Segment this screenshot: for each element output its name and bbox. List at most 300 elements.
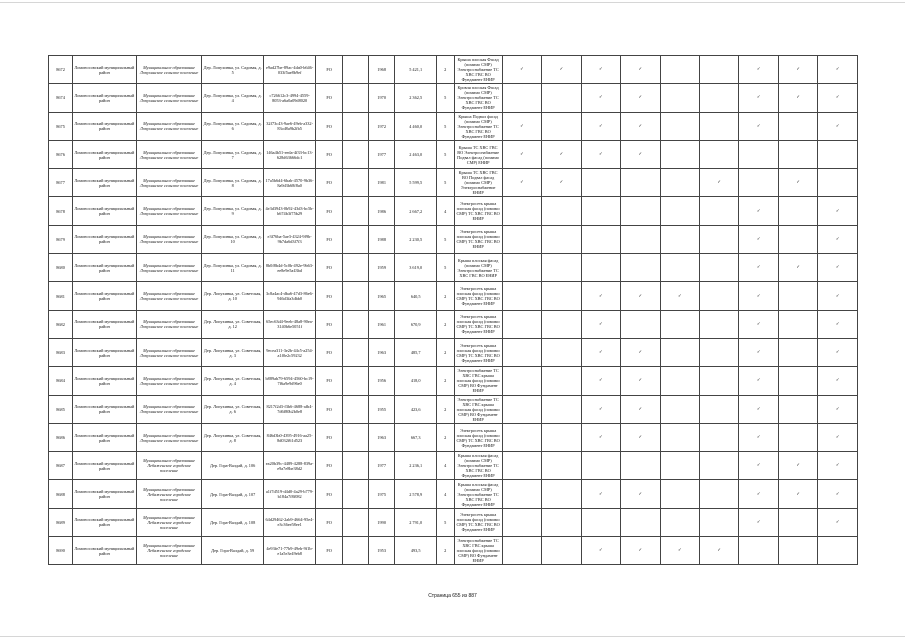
check-mark-cell: ✓ bbox=[818, 452, 858, 480]
empty-check-cell bbox=[542, 310, 581, 338]
empty-check-cell bbox=[660, 395, 699, 423]
check-mark-cell: ✓ bbox=[739, 282, 778, 310]
page-footer: Страница 655 из 887 bbox=[428, 593, 477, 599]
municipality-cell: Муниципальное образование Лопухинское сельское поселение bbox=[136, 254, 202, 282]
area-cell: 670,9 bbox=[395, 310, 437, 338]
empty-check-cell bbox=[699, 423, 738, 451]
municipality-cell: Муниципальное образование Лопухинское сельское поселение bbox=[136, 225, 202, 253]
check-mark-cell: ✓ bbox=[818, 338, 858, 366]
floors-cell: 5 bbox=[436, 112, 454, 140]
row-number-cell: 8681 bbox=[49, 282, 73, 310]
area-cell: 5 599,5 bbox=[395, 169, 437, 197]
empty-check-cell bbox=[660, 480, 699, 508]
table-row bbox=[49, 282, 858, 310]
year-cell: 1972 bbox=[369, 112, 395, 140]
empty-check-cell bbox=[502, 508, 541, 536]
check-mark-cell: ✓ bbox=[542, 169, 581, 197]
object-code-cell: 4e93fe71-77b9-49eb-9f1b-e1a5e3e49eb8 bbox=[263, 537, 316, 565]
district-cell: Ломоносовский муниципальный район bbox=[73, 508, 137, 536]
empty-check-cell bbox=[502, 537, 541, 565]
row-number-cell: 8685 bbox=[49, 395, 73, 423]
works-list-cell: Электроснабжение ТС ХВС ГВС крыша плоская фасад (помимо СМР) ВО Фундамент ЕНИР bbox=[454, 367, 502, 395]
year-cell: 1968 bbox=[369, 56, 395, 84]
check-mark-cell: ✓ bbox=[739, 452, 778, 480]
empty-check-cell bbox=[542, 452, 581, 480]
district-cell: Ломоносовский муниципальный район bbox=[73, 56, 137, 84]
empty-check-cell bbox=[818, 169, 858, 197]
object-code-cell: 846d3b0-4395-4916-aa25-8d032f61d523 bbox=[263, 423, 316, 451]
municipality-cell: Муниципальное образование Лопухинское сельское поселение bbox=[136, 282, 202, 310]
year-cell: 1961 bbox=[369, 310, 395, 338]
area-cell: 2 791,0 bbox=[395, 508, 437, 536]
form-cell: FO bbox=[316, 112, 342, 140]
check-mark-cell: ✓ bbox=[621, 112, 660, 140]
table-row bbox=[49, 423, 858, 451]
address-cell: Дер. Лопухинка, ул. Садовая, д. 9 bbox=[202, 197, 263, 225]
check-mark-cell: ✓ bbox=[621, 395, 660, 423]
year-cell: 1955 bbox=[369, 395, 395, 423]
year-cell: 1990 bbox=[369, 508, 395, 536]
address-cell: Дер. Лопухинка, ул. Советская, д. 8 bbox=[202, 423, 263, 451]
works-list-cell: Крыша плоская Фасад (помимо СМР) Электроснабжение ТС ХВС ГВС ВО Фундамент ЕНИР bbox=[454, 56, 502, 84]
blank-cell bbox=[342, 112, 368, 140]
empty-check-cell bbox=[502, 338, 541, 366]
empty-check-cell bbox=[699, 367, 738, 395]
row-number-cell: 8683 bbox=[49, 338, 73, 366]
address-cell: Дер. Лопухинка, ул. Садовая, д. 6 bbox=[202, 112, 263, 140]
empty-check-cell bbox=[542, 197, 581, 225]
check-mark-cell: ✓ bbox=[818, 282, 858, 310]
year-cell: 1970 bbox=[369, 84, 395, 112]
empty-check-cell bbox=[581, 254, 620, 282]
works-list-cell: Электросеть крыша плоская фасад (помимо СМР) ТС ХВС ГВС ВО ЕНИР bbox=[454, 225, 502, 253]
empty-check-cell bbox=[739, 169, 778, 197]
check-mark-cell: ✓ bbox=[739, 56, 778, 84]
object-code-cell: 3c8a4ac4-dba6-47d3-86e6-946d3fa3dbb0 bbox=[263, 282, 316, 310]
form-cell: FO bbox=[316, 169, 342, 197]
empty-check-cell bbox=[699, 225, 738, 253]
district-cell: Ломоносовский муниципальный район bbox=[73, 197, 137, 225]
row-number-cell: 8672 bbox=[49, 56, 73, 84]
form-cell: FO bbox=[316, 508, 342, 536]
address-cell: Дер. Лопухинка, ул. Садовая, д. 7 bbox=[202, 140, 263, 168]
row-number-cell: 8676 bbox=[49, 140, 73, 168]
check-mark-cell: ✓ bbox=[778, 169, 817, 197]
check-mark-cell: ✓ bbox=[739, 310, 778, 338]
form-cell: FO bbox=[316, 56, 342, 84]
blank-cell bbox=[342, 537, 368, 565]
area-cell: 2 230,5 bbox=[395, 225, 437, 253]
empty-check-cell bbox=[660, 84, 699, 112]
year-cell: 1981 bbox=[369, 169, 395, 197]
empty-check-cell bbox=[502, 452, 541, 480]
empty-check-cell bbox=[778, 395, 817, 423]
table-row bbox=[49, 480, 858, 508]
check-mark-cell: ✓ bbox=[621, 537, 660, 565]
empty-check-cell bbox=[542, 480, 581, 508]
check-mark-cell: ✓ bbox=[739, 197, 778, 225]
district-cell: Ломоносовский муниципальный район bbox=[73, 310, 137, 338]
district-cell: Ломоносовский муниципальный район bbox=[73, 537, 137, 565]
empty-check-cell bbox=[778, 423, 817, 451]
check-mark-cell: ✓ bbox=[818, 254, 858, 282]
blank-cell bbox=[342, 338, 368, 366]
check-mark-cell: ✓ bbox=[818, 423, 858, 451]
address-cell: Дер. Гора-Валдай, д. 59 bbox=[202, 537, 263, 565]
table-row bbox=[49, 395, 858, 423]
object-code-cell: 65ec63d4-9eeb-48a8-90ea-3140b6e5051f bbox=[263, 310, 316, 338]
empty-check-cell bbox=[660, 169, 699, 197]
works-list-cell: Электросеть крыша плоская фасад (помимо СМР) ТС ХВС ГВС ВО Фундамент ЕНИР bbox=[454, 423, 502, 451]
blank-cell bbox=[342, 197, 368, 225]
check-mark-cell: ✓ bbox=[818, 395, 858, 423]
empty-check-cell bbox=[581, 169, 620, 197]
blank-cell bbox=[342, 169, 368, 197]
empty-check-cell bbox=[818, 140, 858, 168]
works-list-cell: Электросеть крыша плоская фасад (помимо СМР) ТС ХВС ГВС ВО Фундамент ЕНИР bbox=[454, 338, 502, 366]
floors-cell: 2 bbox=[436, 56, 454, 84]
works-list-cell: Электросеть крыша плоская фасад (помимо СМР) ТС ХВС ГВС ВО Фундамент ЕНИР bbox=[454, 282, 502, 310]
check-mark-cell: ✓ bbox=[818, 56, 858, 84]
check-mark-cell: ✓ bbox=[778, 480, 817, 508]
works-list-cell: Электросеть крыша плоская фасад (помимо СМР) ТС ХВС ГВС ВО Фундамент ЕНИР bbox=[454, 310, 502, 338]
empty-check-cell bbox=[621, 197, 660, 225]
check-mark-cell: ✓ bbox=[581, 480, 620, 508]
district-cell: Ломоносовский муниципальный район bbox=[73, 338, 137, 366]
area-cell: 485,7 bbox=[395, 338, 437, 366]
works-list-cell: Электросеть крыша плоская фасад (помимо СМР) ТС ХВС ГВС ВО Фундамент ЕНИР bbox=[454, 508, 502, 536]
blank-cell bbox=[342, 480, 368, 508]
empty-check-cell bbox=[660, 225, 699, 253]
year-cell: 1975 bbox=[369, 480, 395, 508]
empty-check-cell bbox=[621, 254, 660, 282]
registry-table bbox=[48, 55, 858, 565]
row-number-cell: 8682 bbox=[49, 310, 73, 338]
check-mark-cell: ✓ bbox=[818, 310, 858, 338]
table-row bbox=[49, 310, 858, 338]
check-mark-cell: ✓ bbox=[581, 395, 620, 423]
works-list-cell: Крыша ТС ХВС ГВС ВО Подвал фасад (помимо СМР) Электроснабжение ЕНИР bbox=[454, 169, 502, 197]
row-number-cell: 8687 bbox=[49, 452, 73, 480]
check-mark-cell: ✓ bbox=[739, 338, 778, 366]
empty-check-cell bbox=[502, 282, 541, 310]
empty-check-cell bbox=[542, 508, 581, 536]
form-cell: FO bbox=[316, 282, 342, 310]
scan-edge-top bbox=[0, 2, 905, 3]
empty-check-cell bbox=[778, 338, 817, 366]
check-mark-cell: ✓ bbox=[621, 367, 660, 395]
empty-check-cell bbox=[542, 537, 581, 565]
empty-check-cell bbox=[699, 480, 738, 508]
table-row bbox=[49, 367, 858, 395]
area-cell: 2 236,1 bbox=[395, 452, 437, 480]
works-list-cell: Крыша ТС ХВС ГВС ВО Электроснабжение Подвал фасад (помимо СМР) ЕНИР bbox=[454, 140, 502, 168]
blank-cell bbox=[342, 310, 368, 338]
empty-check-cell bbox=[778, 508, 817, 536]
empty-check-cell bbox=[699, 508, 738, 536]
check-mark-cell: ✓ bbox=[581, 310, 620, 338]
check-mark-cell: ✓ bbox=[699, 537, 738, 565]
floors-cell: 5 bbox=[436, 508, 454, 536]
area-cell: 3 619,0 bbox=[395, 254, 437, 282]
table-row bbox=[49, 452, 858, 480]
area-cell: 2 463,0 bbox=[395, 140, 437, 168]
check-mark-cell: ✓ bbox=[621, 84, 660, 112]
empty-check-cell bbox=[699, 112, 738, 140]
floors-cell: 2 bbox=[436, 367, 454, 395]
empty-check-cell bbox=[502, 310, 541, 338]
empty-check-cell bbox=[542, 338, 581, 366]
check-mark-cell: ✓ bbox=[739, 508, 778, 536]
empty-check-cell bbox=[502, 225, 541, 253]
address-cell: Дер. Лопухинка, ул. Советская, д. 3 bbox=[202, 338, 263, 366]
year-cell: 1986 bbox=[369, 197, 395, 225]
check-mark-cell: ✓ bbox=[581, 367, 620, 395]
check-mark-cell: ✓ bbox=[818, 112, 858, 140]
district-cell: Ломоносовский муниципальный район bbox=[73, 169, 137, 197]
floors-cell: 2 bbox=[436, 338, 454, 366]
empty-check-cell bbox=[542, 112, 581, 140]
empty-check-cell bbox=[778, 310, 817, 338]
blank-cell bbox=[342, 56, 368, 84]
year-cell: 1977 bbox=[369, 452, 395, 480]
municipality-cell: Муниципальное образование Лопухинское сельское поселение bbox=[136, 112, 202, 140]
check-mark-cell: ✓ bbox=[502, 112, 541, 140]
object-code-cell: 32f73c43-9ae6-49eb-a332-83cd8a9b2fb5 bbox=[263, 112, 316, 140]
check-mark-cell: ✓ bbox=[621, 282, 660, 310]
empty-check-cell bbox=[502, 480, 541, 508]
district-cell: Ломоносовский муниципальный район bbox=[73, 225, 137, 253]
empty-check-cell bbox=[542, 254, 581, 282]
empty-check-cell bbox=[660, 254, 699, 282]
floors-cell: 5 bbox=[436, 84, 454, 112]
address-cell: Дер. Гора-Валдай, д. 106 bbox=[202, 452, 263, 480]
municipality-cell: Муниципальное образование Лопухинское сельское поселение bbox=[136, 338, 202, 366]
empty-check-cell bbox=[660, 508, 699, 536]
works-list-cell: Электроснабжение ТС ХВС ГВС крыша плоская фасад (помимо СМР) ВО Фундамент ЕНИР bbox=[454, 395, 502, 423]
municipality-cell: Муниципальное образование Лебяженское городское поселение bbox=[136, 480, 202, 508]
empty-check-cell bbox=[621, 452, 660, 480]
object-code-cell: 8217f2d3-f3b6-4688-afb4-7d6f80b2b0e8 bbox=[263, 395, 316, 423]
empty-check-cell bbox=[502, 254, 541, 282]
object-code-cell: e3f76ba-5ae3-4324-9f9b-9b7da6d3f7f3 bbox=[263, 225, 316, 253]
floors-cell: 4 bbox=[436, 480, 454, 508]
empty-check-cell bbox=[660, 140, 699, 168]
check-mark-cell: ✓ bbox=[621, 338, 660, 366]
check-mark-cell: ✓ bbox=[778, 452, 817, 480]
municipality-cell: Муниципальное образование Лебяженское городское поселение bbox=[136, 537, 202, 565]
empty-check-cell bbox=[542, 282, 581, 310]
area-cell: 493,5 bbox=[395, 537, 437, 565]
year-cell: 1956 bbox=[369, 367, 395, 395]
district-cell: Ломоносовский муниципальный район bbox=[73, 480, 137, 508]
blank-cell bbox=[342, 367, 368, 395]
check-mark-cell: ✓ bbox=[502, 169, 541, 197]
district-cell: Ломоносовский муниципальный район bbox=[73, 367, 137, 395]
empty-check-cell bbox=[699, 254, 738, 282]
object-code-cell: 17a5b6d4-6bab-4570-9b36-8a9d3b68f8a0 bbox=[263, 169, 316, 197]
works-list-cell: Электроснабжение ТС ХВС ГВС крыша плоская фасад (помимо СМР) ВО Фундамент ЕНИР bbox=[454, 537, 502, 565]
form-cell: FO bbox=[316, 395, 342, 423]
empty-check-cell bbox=[581, 508, 620, 536]
empty-check-cell bbox=[581, 225, 620, 253]
address-cell: Дер. Лопухинка, ул. Советская, д. 12 bbox=[202, 310, 263, 338]
form-cell: FO bbox=[316, 310, 342, 338]
row-number-cell: 8674 bbox=[49, 84, 73, 112]
row-number-cell: 8690 bbox=[49, 537, 73, 565]
empty-check-cell bbox=[542, 367, 581, 395]
check-mark-cell: ✓ bbox=[581, 56, 620, 84]
municipality-cell: Муниципальное образование Лопухинское сельское поселение bbox=[136, 395, 202, 423]
empty-check-cell bbox=[699, 84, 738, 112]
form-cell: FO bbox=[316, 254, 342, 282]
municipality-cell: Муниципальное образование Лопухинское сельское поселение bbox=[136, 140, 202, 168]
municipality-cell: Муниципальное образование Лопухинское сельское поселение bbox=[136, 56, 202, 84]
table-row bbox=[49, 537, 858, 565]
check-mark-cell: ✓ bbox=[739, 367, 778, 395]
form-cell: FO bbox=[316, 452, 342, 480]
check-mark-cell: ✓ bbox=[502, 140, 541, 168]
table-row bbox=[49, 140, 858, 168]
empty-check-cell bbox=[660, 197, 699, 225]
table-row bbox=[49, 197, 858, 225]
empty-check-cell bbox=[699, 197, 738, 225]
row-number-cell: 8684 bbox=[49, 367, 73, 395]
empty-check-cell bbox=[778, 282, 817, 310]
row-number-cell: 8679 bbox=[49, 225, 73, 253]
empty-check-cell bbox=[778, 112, 817, 140]
municipality-cell: Муниципальное образование Лопухинское сельское поселение bbox=[136, 423, 202, 451]
check-mark-cell: ✓ bbox=[621, 423, 660, 451]
form-cell: FO bbox=[316, 84, 342, 112]
area-cell: 667,3 bbox=[395, 423, 437, 451]
area-cell: 2 578,9 bbox=[395, 480, 437, 508]
empty-check-cell bbox=[778, 140, 817, 168]
empty-check-cell bbox=[699, 395, 738, 423]
row-number-cell: 8689 bbox=[49, 508, 73, 536]
municipality-cell: Муниципальное образование Лопухинское сельское поселение bbox=[136, 84, 202, 112]
floors-cell: 4 bbox=[436, 452, 454, 480]
row-number-cell: 8677 bbox=[49, 169, 73, 197]
floors-cell: 5 bbox=[436, 140, 454, 168]
blank-cell bbox=[342, 225, 368, 253]
check-mark-cell: ✓ bbox=[739, 395, 778, 423]
object-code-cell: 8b0f8b4d-5c0b-492e-9b63-ee8e9e5a43bd bbox=[263, 254, 316, 282]
check-mark-cell: ✓ bbox=[660, 282, 699, 310]
table-row bbox=[49, 338, 858, 366]
municipality-cell: Муниципальное образование Лопухинское сельское поселение bbox=[136, 367, 202, 395]
floors-cell: 5 bbox=[436, 225, 454, 253]
table-row bbox=[49, 225, 858, 253]
district-cell: Ломоносовский муниципальный район bbox=[73, 84, 137, 112]
check-mark-cell: ✓ bbox=[581, 423, 620, 451]
works-list-cell: Крыша Подвал фасад (помимо СМР) Электроснабжение ТС ХВС ГВС ВО Фундамент ЕНИР bbox=[454, 112, 502, 140]
object-code-cell: c726612c3-4994-4559-8053-a6a0a09d8020 bbox=[263, 84, 316, 112]
check-mark-cell: ✓ bbox=[818, 367, 858, 395]
check-mark-cell: ✓ bbox=[581, 84, 620, 112]
scan-edge-bottom bbox=[0, 636, 905, 637]
check-mark-cell: ✓ bbox=[581, 140, 620, 168]
area-cell: 2 362,5 bbox=[395, 84, 437, 112]
empty-check-cell bbox=[621, 310, 660, 338]
empty-check-cell bbox=[502, 367, 541, 395]
empty-check-cell bbox=[660, 338, 699, 366]
form-cell: FO bbox=[316, 537, 342, 565]
floors-cell: 2 bbox=[436, 282, 454, 310]
table-row bbox=[49, 508, 858, 536]
check-mark-cell: ✓ bbox=[739, 254, 778, 282]
check-mark-cell: ✓ bbox=[581, 112, 620, 140]
empty-check-cell bbox=[778, 225, 817, 253]
form-cell: FO bbox=[316, 338, 342, 366]
address-cell: Дер. Гора-Валдай, д. 107 bbox=[202, 480, 263, 508]
check-mark-cell: ✓ bbox=[581, 282, 620, 310]
empty-check-cell bbox=[621, 508, 660, 536]
check-mark-cell: ✓ bbox=[739, 423, 778, 451]
year-cell: 1963 bbox=[369, 338, 395, 366]
municipality-cell: Муниципальное образование Лопухинское сельское поселение bbox=[136, 169, 202, 197]
empty-check-cell bbox=[660, 56, 699, 84]
table-row bbox=[49, 112, 858, 140]
empty-check-cell bbox=[660, 423, 699, 451]
check-mark-cell: ✓ bbox=[699, 169, 738, 197]
empty-check-cell bbox=[778, 537, 817, 565]
address-cell: Дер. Лопухинка, ул. Садовая, д. 4 bbox=[202, 84, 263, 112]
check-mark-cell: ✓ bbox=[739, 225, 778, 253]
year-cell: 1959 bbox=[369, 254, 395, 282]
municipality-cell: Муниципальное образование Лопухинское сельское поселение bbox=[136, 197, 202, 225]
registry-table-body bbox=[49, 56, 858, 565]
blank-cell bbox=[342, 140, 368, 168]
form-cell: FO bbox=[316, 480, 342, 508]
empty-check-cell bbox=[621, 225, 660, 253]
empty-check-cell bbox=[818, 537, 858, 565]
table-row bbox=[49, 56, 858, 84]
municipality-cell: Муниципальное образование Лопухинское сельское поселение bbox=[136, 310, 202, 338]
works-list-cell: Электросеть крыша плоская фасад (помимо СМР) ТС ХВС ГВС ВО ЕНИР bbox=[454, 197, 502, 225]
form-cell: FO bbox=[316, 225, 342, 253]
district-cell: Ломоносовский муниципальный район bbox=[73, 112, 137, 140]
row-number-cell: 8688 bbox=[49, 480, 73, 508]
object-code-cell: 9ecea311-3e2b-44c5-a254-a1f0e2c59232 bbox=[263, 338, 316, 366]
check-mark-cell: ✓ bbox=[660, 537, 699, 565]
object-code-cell: 4e3d3943-0b92-43d3-bc5b-b674b3f75b29 bbox=[263, 197, 316, 225]
check-mark-cell: ✓ bbox=[739, 84, 778, 112]
blank-cell bbox=[342, 84, 368, 112]
area-cell: 418,0 bbox=[395, 367, 437, 395]
object-code-cell: 146a4b51-eeda-4f33-bc13-628d63666dc1 bbox=[263, 140, 316, 168]
row-number-cell: 8680 bbox=[49, 254, 73, 282]
blank-cell bbox=[342, 423, 368, 451]
empty-check-cell bbox=[581, 452, 620, 480]
object-code-cell: ea20b39c-4489-4288-839a-e9a7e8be38d2 bbox=[263, 452, 316, 480]
check-mark-cell: ✓ bbox=[739, 480, 778, 508]
check-mark-cell: ✓ bbox=[818, 508, 858, 536]
year-cell: 1953 bbox=[369, 537, 395, 565]
form-cell: FO bbox=[316, 367, 342, 395]
empty-check-cell bbox=[581, 197, 620, 225]
address-cell: Дер. Лопухинка, ул. Советская, д. 4 bbox=[202, 367, 263, 395]
blank-cell bbox=[342, 395, 368, 423]
district-cell: Ломоносовский муниципальный район bbox=[73, 452, 137, 480]
check-mark-cell: ✓ bbox=[621, 56, 660, 84]
table-row bbox=[49, 84, 858, 112]
blank-cell bbox=[342, 452, 368, 480]
blank-cell bbox=[342, 254, 368, 282]
blank-cell bbox=[342, 282, 368, 310]
empty-check-cell bbox=[699, 56, 738, 84]
check-mark-cell: ✓ bbox=[621, 140, 660, 168]
